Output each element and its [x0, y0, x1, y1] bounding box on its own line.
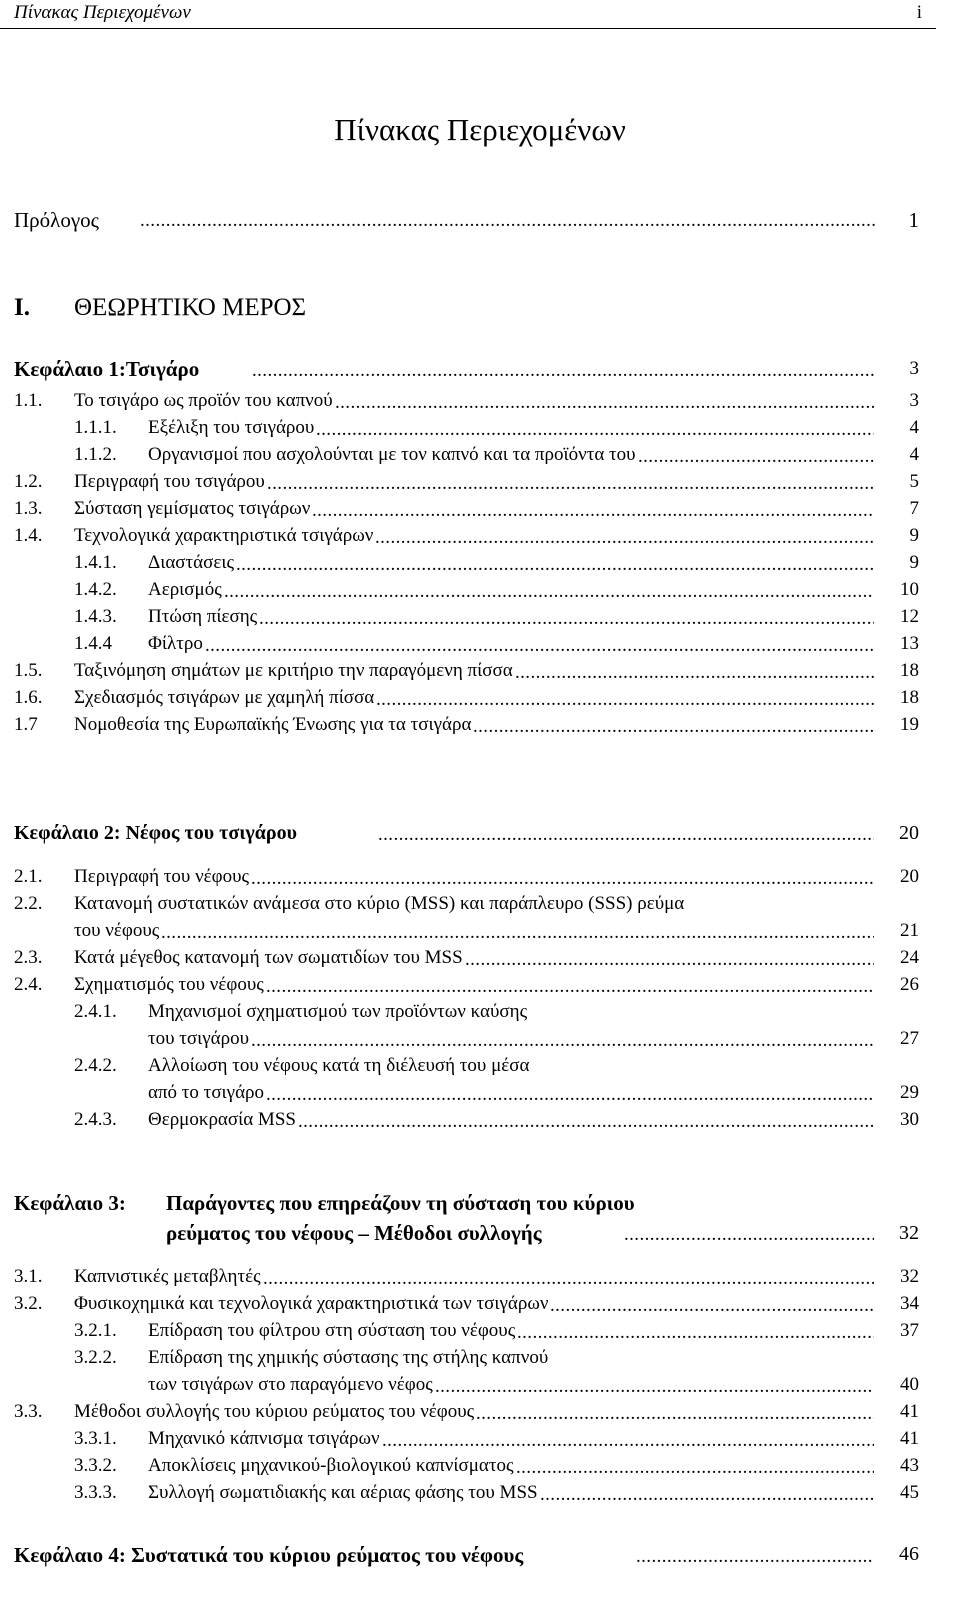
toc-entry-number: 1.4.2.: [74, 579, 117, 600]
dot-leader: [624, 1224, 874, 1242]
dot-leader: [382, 1430, 874, 1448]
dot-leader: [161, 922, 874, 940]
toc-entry-title: Φίλτρο: [148, 633, 203, 654]
toc-entry-page: 32: [900, 1266, 919, 1287]
toc-entry-title: Κατανομή συστατικών ανάμεσα στο κύριο (MSS) και παράπλευρο (SSS) ρεύμα: [74, 893, 685, 914]
toc-entry-page: 13: [900, 633, 919, 654]
toc-entry-title: Αλλοίωση του νέφους κατά τη διέλευσή του μέσα: [148, 1055, 530, 1076]
dot-leader: [515, 662, 874, 680]
toc-entry-title: Ταξινόμηση σημάτων με κριτήριο την παραγόμενη πίσσα: [74, 660, 513, 681]
dot-leader: [540, 1484, 874, 1502]
toc-entry-page: 18: [900, 660, 919, 681]
chapter-title-line-1: Παράγοντες που επηρεάζουν τη σύσταση του κύριου: [166, 1191, 635, 1215]
toc-entry-title: Σύσταση γεμίσματος τσιγάρων: [74, 498, 311, 519]
toc-entry-page: 37: [900, 1320, 919, 1341]
toc-entry-title-cont: του νέφους: [74, 920, 160, 941]
dot-leader: [267, 473, 874, 491]
toc-entry-page: 41: [900, 1401, 919, 1422]
toc-entry-number: 2.4.: [14, 974, 43, 995]
toc-entry-number: 1.1.1.: [74, 417, 117, 438]
toc-entry-number: 3.3.2.: [74, 1455, 117, 1476]
dot-leader: [638, 446, 874, 464]
toc-entry-number: 2.3.: [14, 947, 43, 968]
toc-entry-number: 3.2.1.: [74, 1320, 117, 1341]
toc-entry-page: 40: [900, 1374, 919, 1395]
dot-leader: [266, 976, 874, 994]
toc-entry-title: Κατά μέγεθος κατανομή των σωματιδίων του MSS: [74, 947, 463, 968]
chapter-title: Κεφάλαιο 1:Τσιγάρο: [14, 357, 200, 381]
toc-entry-page: 9: [909, 552, 919, 573]
toc-entry-page: 43: [900, 1455, 919, 1476]
toc-entry-title: Επίδραση του φίλτρου στη σύσταση του νέφους: [148, 1320, 516, 1341]
toc-entry-number: 1.2.: [14, 471, 43, 492]
chapter-page: 32: [899, 1222, 919, 1244]
chapter-page: 3: [909, 358, 919, 379]
dot-leader: [376, 689, 874, 707]
toc-entry-number: 2.4.2.: [74, 1055, 117, 1076]
running-header: [0, 0, 936, 29]
toc-entry-number: 1.4.4: [74, 633, 112, 654]
dot-leader: [378, 824, 874, 842]
dot-leader: [224, 581, 874, 599]
toc-entry-number: 2.2.: [14, 893, 43, 914]
toc-entry-page: 24: [900, 947, 919, 968]
dot-leader: [465, 949, 874, 967]
toc-entry-number: 3.2.: [14, 1293, 43, 1314]
toc-entry-title: Μηχανισμοί σχηματισμού των προϊόντων καύσης: [148, 1001, 528, 1022]
toc-entry-page: 34: [900, 1293, 919, 1314]
toc-entry-number: 2.4.3.: [74, 1109, 117, 1130]
chapter-title: Κεφάλαιο 4: Συστατικά του κύριου ρεύματος του νέφους: [14, 1543, 524, 1567]
page-title: Πίνακας Περιεχομένων: [334, 112, 626, 147]
toc-entry-page: 12: [900, 606, 919, 627]
dot-leader: [473, 716, 874, 734]
toc-entry-number: 1.1.2.: [74, 444, 117, 465]
toc-entry-title: Σχεδιασμός τσιγάρων με χαμηλή πίσσα: [74, 687, 375, 708]
toc-entry-title: Μηχανικό κάπνισμα τσιγάρων: [148, 1428, 380, 1449]
toc-entry-title-cont: των τσιγάρων στο παραγόμενο νέφος: [148, 1374, 433, 1395]
toc-entry-page: 9: [909, 525, 919, 546]
toc-entry-number: 1.1.: [14, 390, 43, 411]
toc-entry-number: 1.4.1.: [74, 552, 117, 573]
dot-leader: [298, 1111, 874, 1129]
toc-entry-page: 29: [900, 1082, 919, 1103]
chapter-title-line-2: ρεύματος του νέφους – Μέθοδοι συλλογής: [166, 1221, 542, 1245]
toc-entry-number: 2.1.: [14, 866, 43, 887]
toc-entry-page: 21: [900, 920, 919, 941]
toc-entry-page: 20: [900, 866, 919, 887]
chapter-page: 46: [899, 1543, 919, 1565]
toc-entry-number: 1.7: [14, 714, 38, 735]
toc-entry-title: Διαστάσεις: [148, 552, 234, 573]
toc-entry-title: Πτώση πίεσης: [148, 606, 258, 627]
dot-leader: [266, 1084, 874, 1102]
toc-entry-page: 3: [909, 390, 919, 411]
toc-entry-title: Αποκλίσεις μηχανικού-βιολογικού καπνίσματος: [148, 1455, 514, 1476]
toc-entry-title: Επίδραση της χημικής σύστασης της στήλης καπνού: [148, 1347, 549, 1368]
toc-entry-title: Αερισμός: [148, 579, 222, 600]
toc-entry-title-cont: του τσιγάρου: [148, 1028, 250, 1049]
toc-entry-title: Φυσικοχημικά και τεχνολογικά χαρακτηριστικά των τσιγάρων: [74, 1293, 549, 1314]
toc-entry-number: 1.5.: [14, 660, 43, 681]
dot-leader: [205, 635, 874, 653]
toc-entry-number: 2.4.1.: [74, 1001, 117, 1022]
toc-entry-title: Συλλογή σωματιδιακής και αέριας φάσης του MSS: [148, 1482, 538, 1503]
dot-leader: [435, 1376, 874, 1394]
dot-leader: [259, 608, 874, 626]
toc-entry-page: 1: [908, 208, 919, 232]
part-number: I.: [14, 294, 30, 321]
dot-leader: [517, 1322, 874, 1340]
dot-leader: [375, 527, 874, 545]
toc-entry-title: Περιγραφή του τσιγάρου: [74, 471, 265, 492]
dot-leader: [476, 1403, 874, 1421]
toc-entry-title: Τεχνολογικά χαρακτηριστικά τσιγάρων: [74, 525, 374, 546]
dot-leader: [236, 554, 874, 572]
toc-entry-page: 19: [900, 714, 919, 735]
toc-entry-page: 18: [900, 687, 919, 708]
toc-entry-page: 27: [900, 1028, 919, 1049]
toc-entry-number: 3.2.2.: [74, 1347, 117, 1368]
toc-entry-number: 3.3.: [14, 1401, 43, 1422]
page-number-roman: i: [916, 2, 922, 23]
toc-entry-page: 26: [900, 974, 919, 995]
dot-leader: [312, 500, 874, 518]
toc-entry-number: 3.3.1.: [74, 1428, 117, 1449]
toc-entry-number: 3.3.3.: [74, 1482, 117, 1503]
toc-entry-number: 1.3.: [14, 498, 43, 519]
dot-leader: [263, 1268, 874, 1286]
dot-leader: [251, 868, 874, 886]
toc-entry-title: Το τσιγάρο ως προϊόν του καπνού: [74, 390, 333, 411]
dot-leader: [251, 1030, 874, 1048]
toc-entry-number: 3.1.: [14, 1266, 43, 1287]
toc-entry-page: 7: [909, 498, 919, 519]
toc-entry-title-cont: από το τσιγάρο: [148, 1082, 265, 1103]
dot-leader: [516, 1457, 874, 1475]
dot-leader: [316, 419, 874, 437]
toc-entry-title: Σχηματισμός του νέφους: [74, 974, 264, 995]
toc-entry-page: 5: [909, 471, 919, 492]
toc-entry-number: 1.6.: [14, 687, 43, 708]
toc-entry-title: Νομοθεσία της Ευρωπαϊκής Ένωσης για τα τσιγάρα: [74, 714, 472, 735]
toc-entry-title: Μέθοδοι συλλογής του κύριου ρεύματος του νέφους: [74, 1401, 475, 1422]
dot-leader: [140, 210, 875, 228]
toc-entry-number: 1.4.: [14, 525, 43, 546]
dot-leader: [550, 1295, 874, 1313]
toc-entry-page: 4: [909, 417, 919, 438]
toc-entry-title: Περιγραφή του νέφους: [74, 866, 250, 887]
toc-entry-title: Εξέλιξη του τσιγάρου: [148, 417, 315, 438]
part-title: ΘΕΩΡΗΤΙΚΟ ΜΕΡΟΣ: [74, 294, 307, 321]
toc-entry-title: Θερμοκρασία MSS: [148, 1109, 296, 1130]
toc-entry-page: 30: [900, 1109, 919, 1130]
dot-leader: [335, 392, 874, 410]
toc-entry-page: 45: [900, 1482, 919, 1503]
chapter-page: 20: [899, 822, 919, 844]
running-title: Πίνακας Περιεχομένων: [14, 2, 191, 23]
toc-entry-title: Καπνιστικές μεταβλητές: [74, 1266, 261, 1287]
chapter-label: Κεφάλαιο 3:: [14, 1191, 126, 1215]
dot-leader: [252, 360, 874, 378]
chapter-title: Κεφάλαιο 2: Νέφος του τσιγάρου: [14, 822, 297, 844]
toc-entry-page: 4: [909, 444, 919, 465]
toc-entry-title: Οργανισμοί που ασχολούνται με τον καπνό και τα προϊόντα του: [148, 444, 636, 465]
toc-entry-page: 10: [900, 579, 919, 600]
toc-entry-label: Πρόλογος: [14, 208, 99, 232]
toc-entry-number: 1.4.3.: [74, 606, 117, 627]
dot-leader: [636, 1546, 874, 1564]
toc-entry-page: 41: [900, 1428, 919, 1449]
